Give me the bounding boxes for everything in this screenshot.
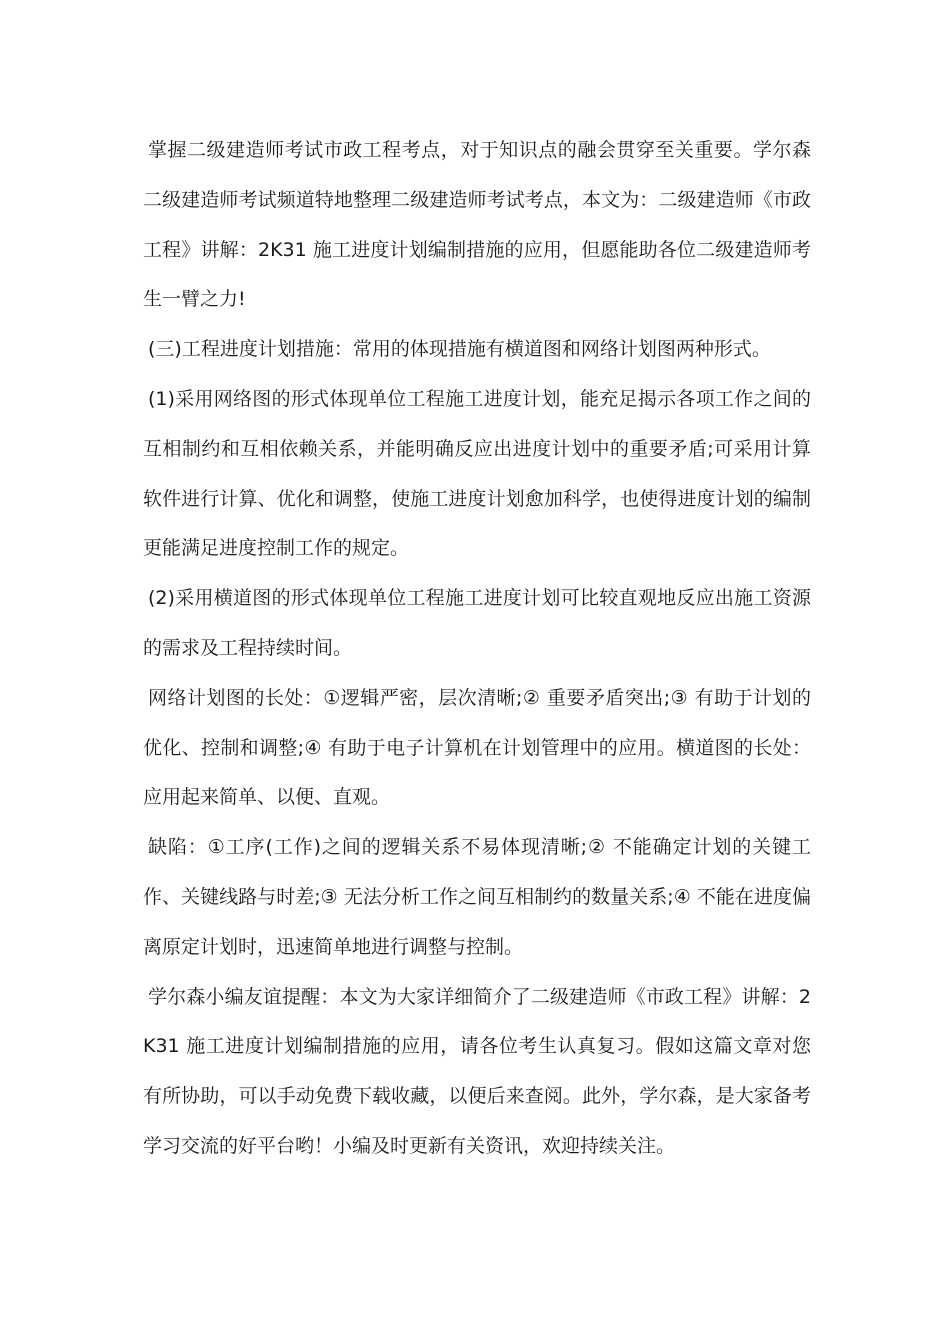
network-diagram-paragraph: (1)采用网络图的形式体现单位工程施工进度计划，能充足揭示各项工作之间的互相制约和互相依赖关系，并能明确反应出进度计划中的重要矛盾;可采用计算软件进行计算、优化和调整，使施工进度计划愈加科学，也使得进度计划的编制更能满足进度控制工作的规定。 bbox=[143, 387, 811, 560]
defects-paragraph: 缺陷：①工序(工作)之间的逻辑关系不易体现清晰;② 不能确定计划的关键工作、关键线路与时差;③ 无法分析工作之间互相制约的数量关系;④ 不能在进度偏离原定计划时，迅速简单地进行调整与控制。 bbox=[143, 836, 811, 958]
document-body bbox=[143, 126, 811, 1172]
advantages-paragraph: 网络计划图的长处：①逻辑严密，层次清晰;② 重要矛盾突出;③ 有助于计划的优化、控制和调整;④ 有助于电子计算机在计划管理中的应用。横道图的长处：应用起来简单、以便、直观。 bbox=[143, 686, 811, 809]
bar-chart-paragraph: (2)采用横道图的形式体现单位工程施工进度计划可比较直观地反应出施工资源的需求及工程持续时间。 bbox=[143, 587, 811, 659]
closing-reminder-paragraph: 学尔森小编友谊提醒：本文为大家详细简介了二级建造师《市政工程》讲解：2K31 施工进度计划编制措施的应用，请各位考生认真复习。假如这篇文章对您有所协助，可以手动免费下载收藏，以便后来查阅。此外，学尔森，是大家备考学习交流的好平台哟！小编及时更新有关资讯，欢迎持续关注。 bbox=[143, 985, 811, 1157]
intro-paragraph: 掌握二级建造师考试市政工程考点，对于知识点的融会贯穿至关重要。学尔森二级建造师考试频道特地整理二级建造师考试考点，本文为：二级建造师《市政工程》讲解：2K31 施工进度计划编制措施的应用，但愿能助各位二级建造师考生一臂之力! bbox=[143, 139, 811, 311]
measures-heading-paragraph: (三)工程进度计划措施：常用的体现措施有横道图和网络计划图两种形式。 bbox=[148, 338, 771, 361]
